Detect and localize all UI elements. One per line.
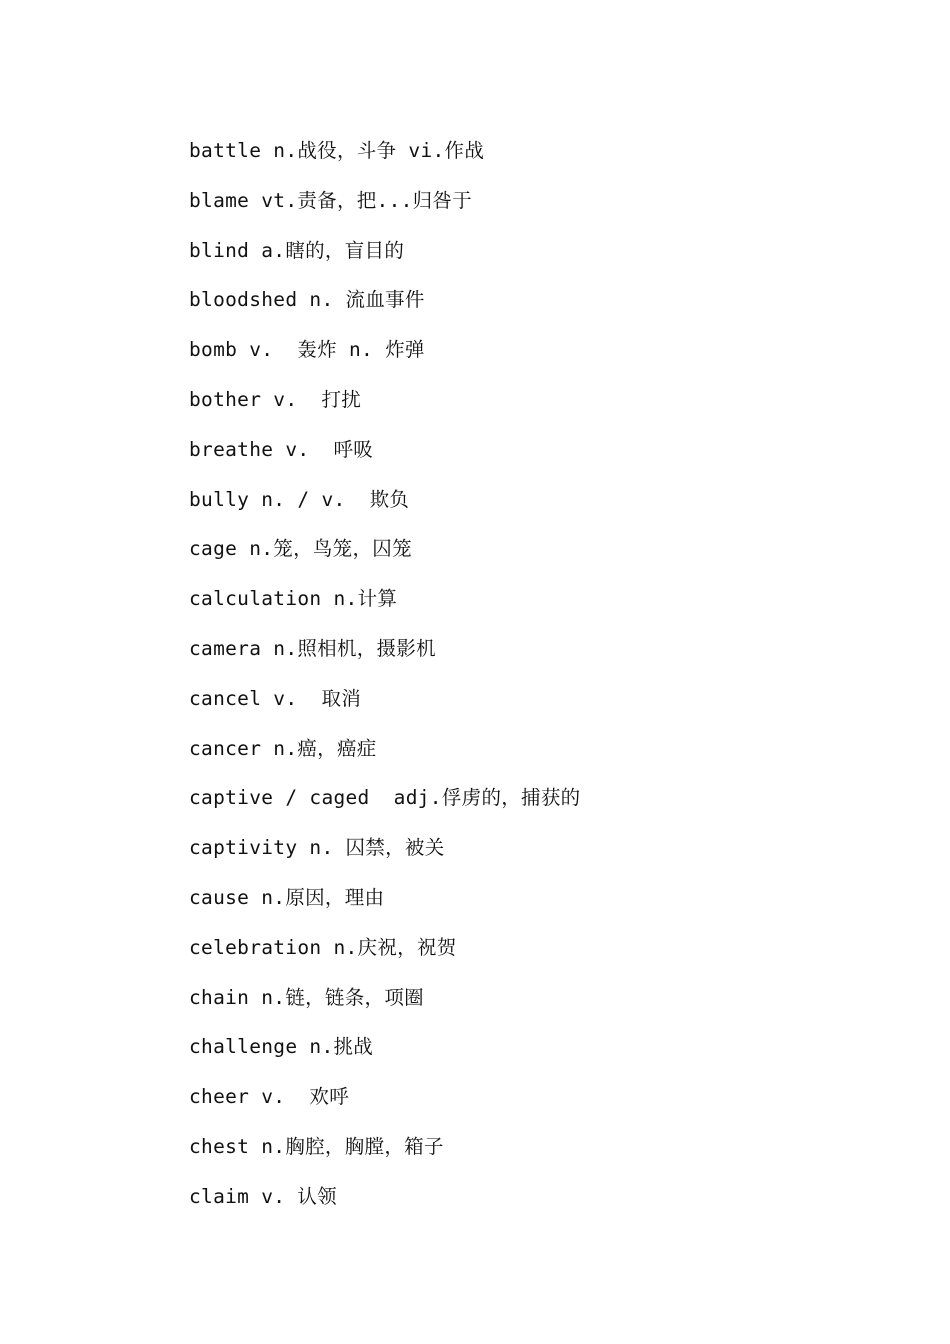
vocab-entry-chest: chest n.胸腔，胸膛，箱子: [189, 1134, 444, 1158]
vocab-entry-claim: claim v. 认领: [189, 1184, 337, 1208]
vocab-entry-breathe: breathe v. 呼吸: [189, 437, 374, 461]
vocab-entry-cage: cage n.笼，鸟笼，囚笼: [189, 537, 412, 561]
vocabulary-list: [189, 134, 580, 1230]
vocab-entry-challenge: challenge n.挑战: [189, 1035, 374, 1059]
vocab-entry-celebration: celebration n.庆祝，祝贺: [189, 935, 457, 959]
vocab-entry-cancel: cancel v. 取消: [189, 686, 362, 710]
vocab-entry-chain: chain n.链，链条，项圈: [189, 985, 424, 1009]
vocab-entry-cause: cause n.原因，理由: [189, 885, 385, 909]
vocab-entry-captive: captive / caged adj.俘虏的，捕获的: [189, 786, 581, 810]
vocab-entry-blame: blame vt.责备，把...归咎于: [189, 188, 473, 212]
vocab-entry-camera: camera n.照相机，摄影机: [189, 636, 436, 660]
vocab-entry-battle: battle n.战役，斗争 vi.作战: [189, 139, 485, 162]
vocab-entry-calculation: calculation n.计算: [189, 587, 398, 611]
vocab-entry-bully: bully n. / v. 欺负: [189, 487, 410, 511]
vocab-entry-bomb: bomb v. 轰炸 n. 炸弹: [189, 338, 425, 362]
vocab-entry-blind: blind a.瞎的，盲目的: [189, 238, 405, 262]
vocab-entry-captivity: captivity n. 囚禁，被关: [189, 836, 445, 860]
vocab-entry-bother: bother v. 打扰: [189, 387, 362, 411]
vocab-entry-cancer: cancer n.癌，癌症: [189, 736, 377, 760]
vocab-entry-bloodshed: bloodshed n. 流血事件: [189, 288, 425, 312]
vocab-entry-cheer: cheer v. 欢呼: [189, 1085, 349, 1109]
